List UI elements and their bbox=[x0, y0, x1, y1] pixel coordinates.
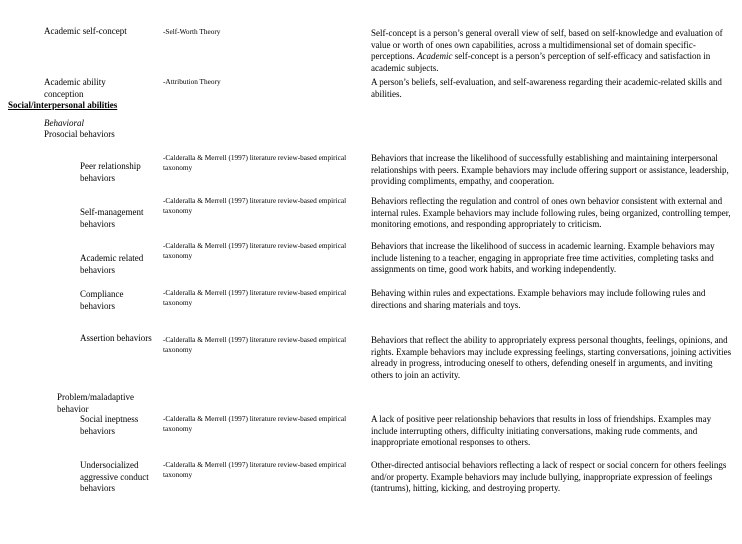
construct-academic-ability-conception: Academic ability conception bbox=[44, 77, 106, 99]
definition-compliance: Behaving within rules and expectations. Example behaviors may include following rules and directions and sharing materials and toys. bbox=[371, 288, 706, 310]
theory-undersocialized: -Calderalla & Merrell (1997) literature review-based empirical taxonomy bbox=[163, 460, 347, 479]
definition-self-management: Behaviors reflecting the regulation and control of ones own behavior consistent with external and internal rules. Example behaviors may include following rules, being organized, controlling temper, monitoring emotions, and responding appropriately to criticism. bbox=[371, 196, 731, 229]
construct-peer-relationship: Peer relationship behaviors bbox=[80, 161, 141, 183]
theory-academic-related: -Calderalla & Merrell (1997) literature review-based empirical taxonomy bbox=[163, 241, 347, 260]
construct-assertion: Assertion behaviors bbox=[80, 333, 152, 343]
theory-academic-self-concept: -Self-Worth Theory bbox=[163, 27, 221, 36]
construct-compliance: Compliance behaviors bbox=[80, 289, 124, 311]
definition-academic-self-concept-post: self-concept is a person’s perception of self-efficacy and satisfaction in academic subjects. bbox=[371, 51, 711, 73]
theory-assertion: -Calderalla & Merrell (1997) literature review-based empirical taxonomy bbox=[163, 335, 347, 354]
definition-academic-self-concept bbox=[371, 28, 733, 74]
subsection-heading-prosocial: Prosocial behaviors bbox=[44, 129, 115, 139]
definition-academic-self-concept-pre: Self-concept is a person’s general overall view of self, based on self-knowledge and evaluation of value or worth of ones own capabilities, across a multidimensional set of domain specific-perceptions. bbox=[371, 28, 723, 61]
definition-academic-related: Behaviors that increase the likelihood of success in academic learning. Example behaviors may include listening to a teacher, engaging in appropriate free time activities, completing tasks and assignments on time, good work habits, and working independently. bbox=[371, 241, 715, 274]
construct-academic-related: Academic related behaviors bbox=[80, 253, 144, 275]
subsection-heading-behavioral: Behavioral bbox=[44, 118, 84, 128]
section-heading-social-interpersonal: Social/interpersonal abilities bbox=[8, 100, 118, 110]
subsection-heading-problem-maladaptive: Problem/maladaptive behavior bbox=[57, 392, 134, 414]
construct-self-management: Self-management behaviors bbox=[80, 207, 144, 229]
theory-academic-ability-conception: -Attribution Theory bbox=[163, 77, 221, 86]
theory-compliance: -Calderalla & Merrell (1997) literature review-based empirical taxonomy bbox=[163, 288, 347, 307]
definition-undersocialized: Other-directed antisocial behaviors reflecting a lack of respect or social concern for others feelings and/or property. Example behaviors may include bullying, inappropriate expression of feelings (tantrums), hitting, kicking, and destroying property. bbox=[371, 460, 727, 493]
definition-academic-self-concept-em: Academic bbox=[416, 51, 453, 61]
construct-undersocialized: Undersocialized aggressive conduct behaviors bbox=[80, 460, 149, 493]
theory-self-management: -Calderalla & Merrell (1997) literature review-based empirical taxonomy bbox=[163, 196, 347, 215]
theory-peer-relationship: -Calderalla & Merrell (1997) literature review-based empirical taxonomy bbox=[163, 153, 347, 172]
construct-social-ineptness: Social ineptness behaviors bbox=[80, 414, 139, 436]
definition-academic-ability-conception: A person’s beliefs, self-evaluation, and self-awareness regarding their academic-related skills and abilities. bbox=[371, 77, 722, 99]
definition-peer-relationship: Behaviors that increase the likelihood of successfully establishing and maintaining interpersonal relationships with peers. Example behaviors may include offering support or assistance, leadership, providing compliments, empathy, and cooperation. bbox=[371, 153, 729, 186]
definition-assertion: Behaviors that reflect the ability to appropriately express personal thoughts, feelings, opinions, and rights. Example behaviors may include expressing feelings, starting conversations, joining activities already in progress, introducing oneself to others, defending oneself in arguments, and inviting others to join an activity. bbox=[371, 335, 732, 380]
construct-academic-self-concept: Academic self-concept bbox=[44, 26, 127, 36]
definition-social-ineptness: A lack of positive peer relationship behaviors that results in loss of friendships. Examples may include interrupting others, difficulty initiating conversations, making rude comments, and inappropriate emotional responses to others. bbox=[371, 414, 712, 447]
theory-social-ineptness: -Calderalla & Merrell (1997) literature review-based empirical taxonomy bbox=[163, 414, 347, 433]
